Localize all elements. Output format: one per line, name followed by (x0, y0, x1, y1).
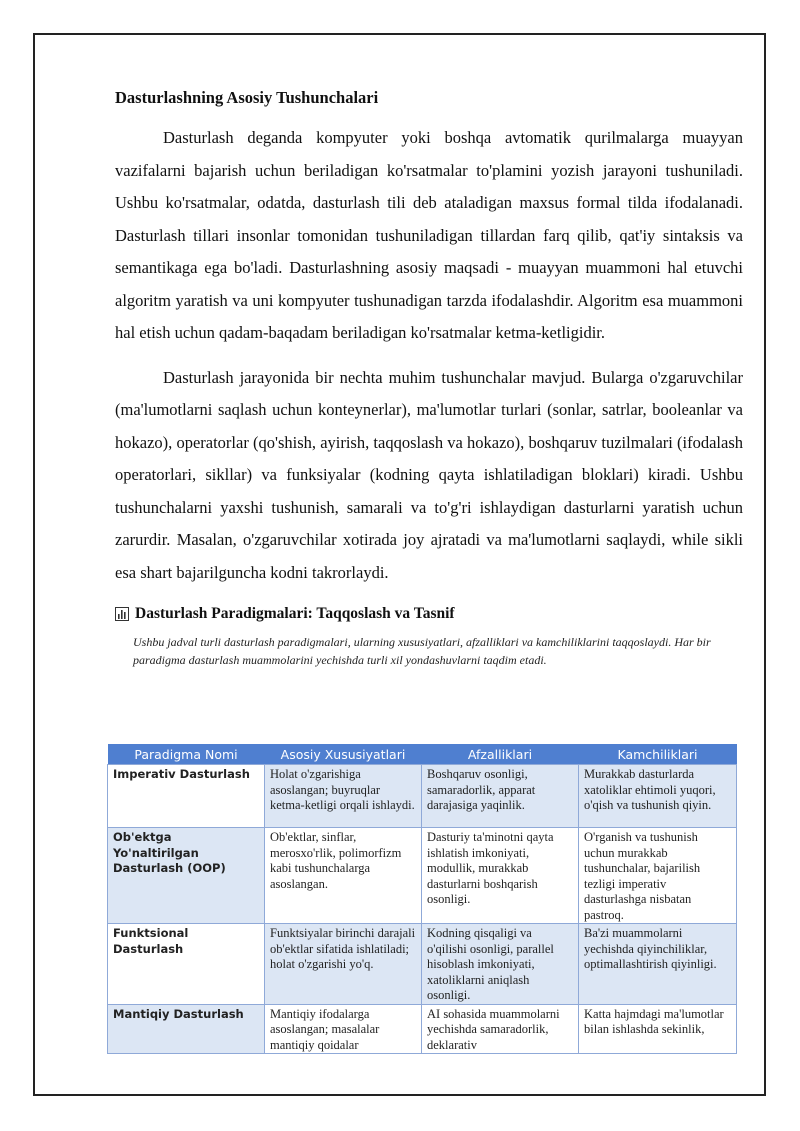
cons-cell: Ba'zi muammolarni yechishda qiyinchiliklar, optimallashtirish qiyinligi. (579, 924, 737, 1005)
pros-cell: AI sohasida muammolarni yechishda samaradorlik, deklarativ (422, 1004, 579, 1054)
table-heading (115, 603, 743, 625)
table-row (108, 924, 737, 1005)
features-cell: Funktsiyalar birinchi darajali ob'ektlar sifatida ishlatiladi; holat o'zgarishi yo'q. (265, 924, 422, 1005)
cons-cell: Katta hajmdagi ma'lumotlar bilan ishlashda sekinlik, (579, 1004, 737, 1054)
table-header-row (108, 744, 737, 765)
paradigm-name: Ob'ektga Yo'naltirilgan Dasturlash (OOP) (108, 828, 265, 924)
table-row (108, 828, 737, 924)
pros-cell: Dasturiy ta'minotni qayta ishlatish imkoniyati, modullik, murakkab dasturlarni boshqarish osonligi. (422, 828, 579, 924)
table-caption: Ushbu jadval turli dasturlash paradigmalari, ularning xususiyatlari, afzalliklari va kamchiliklarini taqqoslaydi. Har bir paradigma dasturlash muammolarini yechishda turli xil yondashuvlarni taqdim etadi. (133, 635, 711, 667)
paradigm-name: Imperativ Dasturlash (108, 765, 265, 828)
cons-cell: Murakkab dasturlarda xatoliklar ehtimoli yuqori, o'qish va tushunish qiyin. (579, 765, 737, 828)
features-cell: Ob'ektlar, sinflar, merosxo'rlik, polimorfizm kabi tushunchalarga asoslangan. (265, 828, 422, 924)
column-header: Kamchiliklari (579, 744, 737, 765)
table-heading-text: Dasturlash Paradigmalari: Taqqoslash va Tasnif (135, 605, 455, 622)
paradigm-name: Funktsional Dasturlash (108, 924, 265, 1005)
column-header: Paradigma Nomi (108, 744, 265, 765)
pros-cell: Kodning qisqaligi va o'qilishi osonligi, parallel hisoblash imkoniyati, xatoliklarni aniqlash osonligi. (422, 924, 579, 1005)
table-row (108, 765, 737, 828)
pros-cell: Boshqaruv osonligi, samaradorlik, apparat darajasiga yaqinlik. (422, 765, 579, 828)
paragraph-2: Dasturlash jarayonida bir nechta muhim tushunchalar mavjud. Bularga o'zgaruvchilar (ma'lumotlarni saqlash uchun konteynerlar), ma'lumotlar turlari (sonlar, satrlar, booleanlar va hokazo), operatorlar (qo'shish, ayirish, taqqoslash va hokazo), boshqaruv tuzilmalari (ifodalash operatorlari, sikllar) va funksiyalar (kodning qayta ishlatiladigan bloklari) kiradi. Ushbu tushunchalarni yaxshi tushunish, samarali va to'g'ri ishlaydigan dasturlarni yaratish uchun zarurdir. Masalan, o'zgaruvchilar xotirada joy ajratadi va ma'lumotlarni saqlaydi, while sikli esa shart bajarilguncha kodni takrorlaydi. (115, 367, 743, 582)
cons-cell: O'rganish va tushunish uchun murakkab tushunchalar, bajarilish tezligi imperativ dasturlashga nisbatan pastroq. (579, 828, 737, 924)
column-header: Afzalliklari (422, 744, 579, 765)
document-title: Dasturlashning Asosiy Tushunchalari (115, 88, 379, 107)
features-cell: Holat o'zgarishiga asoslangan; buyruqlar ketma-ketligi orqali ishlaydi. (265, 765, 422, 828)
table-row (108, 1004, 737, 1054)
paradigm-name: Mantiqiy Dasturlash (108, 1004, 265, 1054)
document-body (115, 86, 743, 669)
features-cell: Mantiqiy ifodalarga asoslangan; masalalar mantiqiy qoidalar (265, 1004, 422, 1054)
paradigm-table (107, 744, 737, 1054)
bar-chart-icon (115, 607, 129, 621)
column-header: Asosiy Xususiyatlari (265, 744, 422, 765)
paragraph-1: Dasturlash deganda kompyuter yoki boshqa avtomatik qurilmalarga muayyan vazifalarni bajarish uchun beriladigan ko'rsatmalar to'plamini yozish jarayoni tushuniladi. Ushbu ko'rsatmalar, odatda, dasturlash tili deb ataladigan maxsus formal tilda ifodalanadi. Dasturlash tillari insonlar tomonidan tushuniladigan tillardan farq qilib, qat'iy sintaksis va semantikaga ega bo'ladi. Dasturlashning asosiy maqsadi - muayyan muammoni hal etuvchi algoritm yaratish va uni kompyuter tushunadigan tarzda ifodalashdir. Algoritm esa muammoni hal etish uchun qadam-baqadam beriladigan ko'rsatmalar ketma-ketligidir. (115, 128, 743, 342)
